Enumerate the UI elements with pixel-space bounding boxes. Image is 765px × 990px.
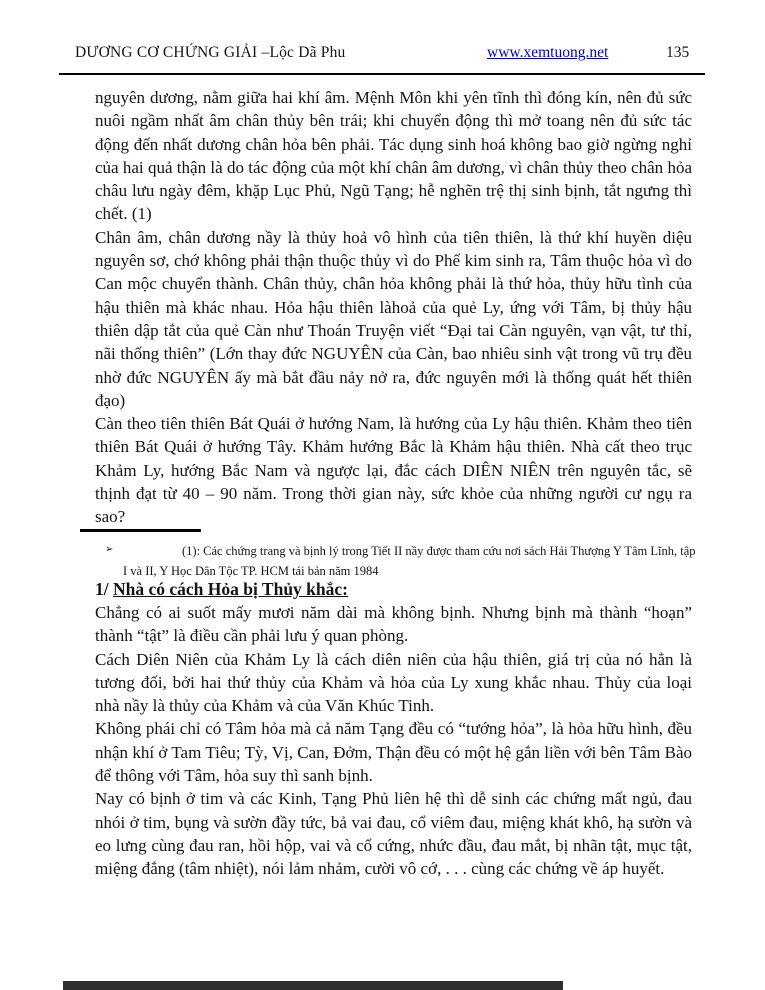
header-page-number: 135 [666,44,690,61]
main-text-block [95,86,692,529]
header-book-title: DƯƠNG CƠ CHỨNG GIẢI –Lộc Dã Phu [75,44,346,61]
footnote-separator-rule [80,529,201,532]
paragraph: Chân âm, chân dương nầy là thủy hoả vô hình của tiên thiên, là thứ khí huyền diệu nguyên sơ, chớ không phải thận thuộc thủy vì do Phế kim sinh ra, Tâm thuộc hỏa vì do Can mộc chuyển thành. Chân thủy, chân hỏa không phải là thứ hỏa, thủy hữu tình của hậu thiên mà khác nhau. Hỏa hậu thiên làhoả của quẻ Ly, ứng với Tâm, bị thủy hậu thiên dập tắt của quẻ Càn như Thoán Truyện viết “Đại tai Càn nguyên, vạn vật, tư thỉ, nãi thống thiên” (Lớn thay đức NGUYÊN của Càn, bao nhiêu sinh vật trong vũ trụ đều nhờ đức NGUYÊN ấy mà bắt đầu nảy nở ra, đức nguyên mới là thống quát hết thiên đạo) [95,227,692,410]
footnote [105,541,700,581]
header-divider-rule [59,73,705,75]
section-1 [95,577,692,881]
section-heading [95,577,692,601]
arrowhead-bullet-icon: ➢ [105,544,114,555]
paragraph: Nay có bịnh ở tim và các Kinh, Tạng Phủ liên hệ thì dễ sinh các chứng mất ngủ, đau nhói ở tim, bụng và sườn đầy tức, bả vai đau, cổ viêm đau, miệng khát khô, hạ sườn và eo lưng cùng đau ran, hồi hộp, vai và cổ cứng, nhức đầu, đau mắt, bị nhãn tật, mục tật, miệng đắng (tâm nhiệt), nói lảm nhảm, cười vô cớ, . . . cùng các chứng về áp huyết. [95,789,692,879]
footnote-text: (1): Các chứng trang và bịnh lý trong Tiết II nầy được tham cứu nơi sách Hải Thượng Y Tâm Lĩnh, tập I và II, Y Học Dân Tộc TP. HCM tái bản năm 1984 [123,544,696,578]
paragraph: Cách Diên Niên của Khảm Ly là cách diên niên của hậu thiên, giá trị của nó hẳn là tương đối, bởi hai thứ thủy của Khảm và hỏa của Ly xung khắc nhau. Thủy của loại nhà nầy là thủy của Khảm và của Văn Khúc Tinh. [95,649,692,716]
paragraph: Không phái chỉ có Tâm hỏa mà cả năm Tạng đều có “tướng hỏa”, là hỏa hữu hình, đều nhận khí ở Tam Tiêu; Tỳ, Vị, Can, Đởm, Thận đều có một hệ gắn liền với bên Tâm Bào để thông với Tâm, hỏa suy thì sanh bịnh. [95,719,692,786]
section-title: Nhà có cách Hỏa bị Thủy khắc: [113,579,348,599]
scan-artifact-bar [63,981,563,990]
section-text-block [95,601,692,881]
paragraph: nguyên dương, nằm giữa hai khí âm. Mệnh Môn khi yên tĩnh thì đóng kín, nên đủ sức nuôi ngầm nhất âm chân thủy bên trái; khi chuyển động thì mở toang nên đủ sức tác động đến nhất dương chân hỏa bên phải. Tác dụng sinh hoá không bao giờ ngừng nghỉ của hai quả thận là do tác động của một khí chân âm dương, vì chân thủy theo chân hỏa châu lưu ngày đêm, khặp Lục Phủ, Ngũ Tạng; hễ nghẽn trệ thị sinh bịnh, tắt ngưng thì chết. (1) [95,88,692,224]
header-website-link[interactable]: www.xemtuong.net [487,44,609,61]
paragraph: Chẳng có ai suốt mấy mươi năm dài mà không bịnh. Nhưng bịnh mà thành “hoạn” thành “tật” là điều cần phải lưu ý quan phòng. [95,603,692,646]
paragraph: Càn theo tiên thiên Bát Quái ở hướng Nam, là hướng của Ly hậu thiên. Khảm theo tiên thiên Bát Quái ở hướng Tây. Khảm hướng Bắc là Khảm hậu thiên. Nhà cất theo trục Khảm Ly, hướng Bắc Nam và ngược lại, đắc cách DIÊN NIÊN trên nguyên tắc, sẽ thịnh đạt từ 40 – 90 năm. Trong thời gian này, sức khỏe của những người cư ngụ ra sao? [95,414,692,527]
section-number: 1/ [95,579,113,599]
